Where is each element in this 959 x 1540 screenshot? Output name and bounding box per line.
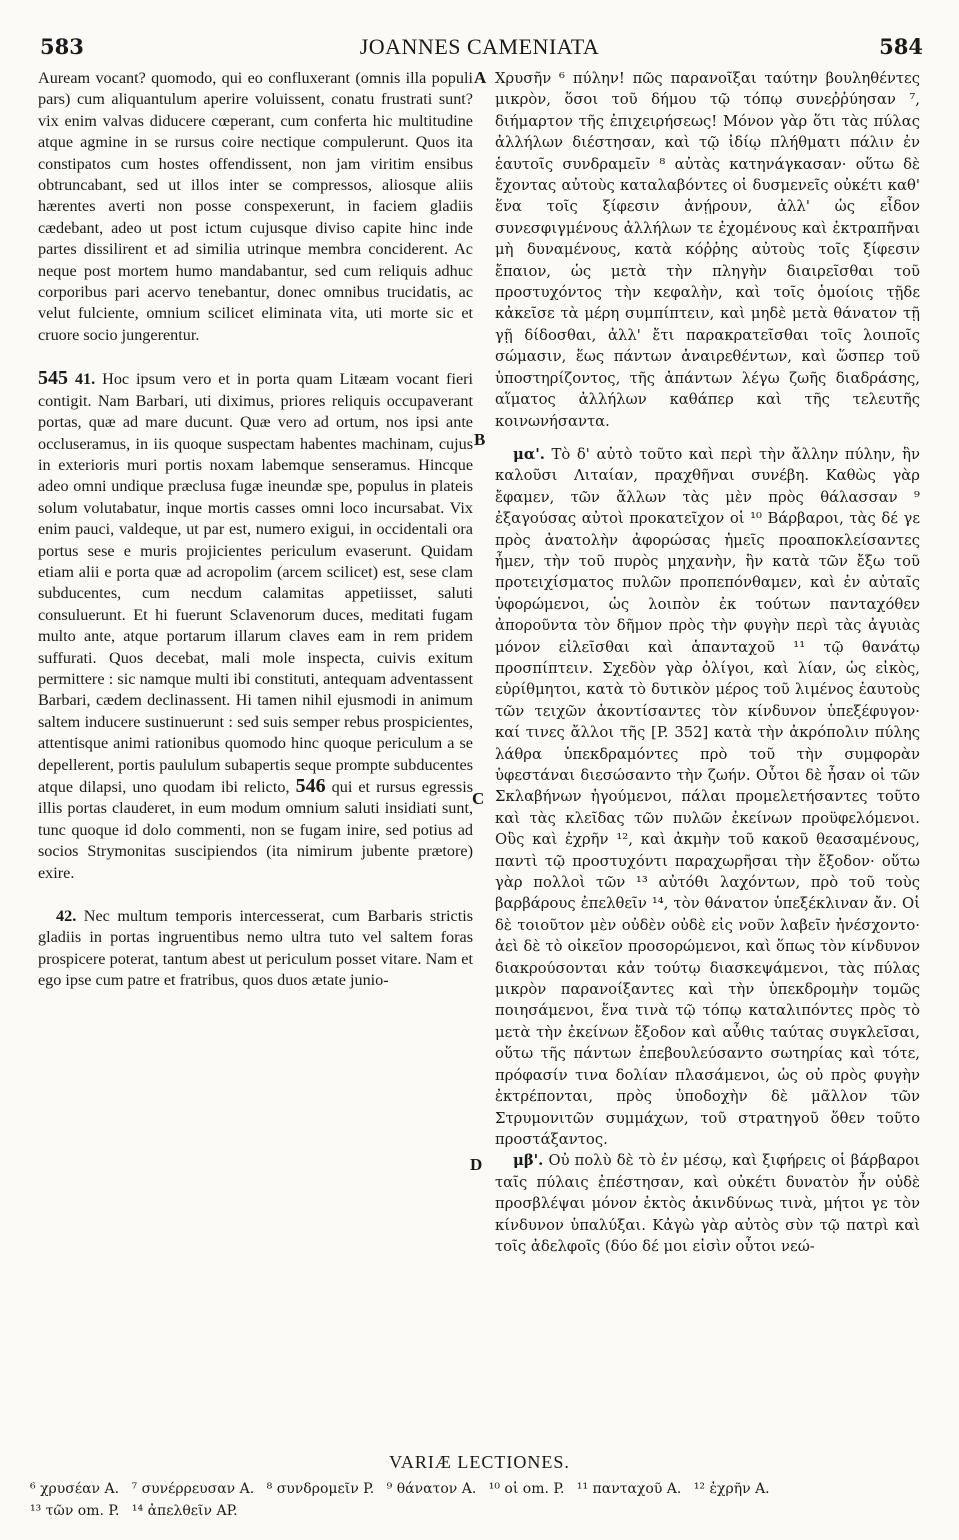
variae-lectiones-heading: VARIÆ LECTIONES. [389,1452,570,1472]
running-header [0,34,959,64]
latin-column [38,68,473,992]
footnote: ⁸ συνδρομεῖν P. [266,1481,375,1497]
latin-paragraph: Auream vocant? quomodo, qui eo confluxerant (omnis illa populi pars) cum aliquantulum aperire voluissent, conatu frustrati sunt? vix enim valvas diducere cœperant, cum conferta hic multitudine atque agmine in se rursus coire nectique compulerunt. Quos ita constipatos cum hostes offendissent, non jam viritim ensibus obtruncabant, sed ut illos inter se compressos, aliosque aliis hærentes averti non posse conspexerunt, in faciem gladiis cædebant, adeo ut post ictum cujusque diviso capite hinc inde partes dissilirent et ad similia utrinque membra conciderent. Ac neque post mortem humo mandabantur, sed cum reliquis adhuc corporibus pari acervo tenebantur, donec omnibus trucidatis, ac velut fulciente, omnium scilicet eliminata vita, uti morte sic et cruore socio jungerentur. [38,69,473,344]
chapter-number: μα'. [513,445,545,463]
footnote-line [30,1478,940,1500]
latin-paragraph: 545 41. Hoc ipsum vero et in porta quam Litæam vocant fieri contigit. Nam Barbari, uti diximus, priores reliquis occupaverant portas, quæ ad mare ducunt. Quæ vero ad ortum, nos ipsi ante occluseramus, in iis quoque suspectam habentes machinam, cujus in exterioris muri portis noxam labemque senseramus. Hincque adeo omni undique præclusa fugæ ineundæ spe, populus in plateis solum volutabatur, inque mortis casses omni loco incursabat. Vix enim pauci, valdeque, ut par est, numero exigui, in occidentali ora portus sese e muris projicientes periculum evaserunt. Quidam etiam alii e porta quæ ad acropolim (arcem scilicet) est, sese clam subducentes, cum necdum calamitas appetiisset, saluti consuluerunt. Et hi fuerunt Sclavenorum duces, meditati fugam multo ante, atque portarum illarum claves eam in rem pridem suffurati. Quos decebat, mali mole inspecta, cuivis exitum permittere : sic namque multi ibi constituti, antequam adventassent Barbari, cædem declinassent. Hi tamen nihil ejusmodi in animum saltem inducere sustinuerunt : sed suis semper rebus prospicientes, attentisque animi rationibus quomodo hinc quoque periculum a se depellerent, portis paululum subapertis seque prompte subducentes atque dilapsi, uno quodam ibi relicto, 546 qui et rursus egressis illis portas clauderet, in eum modum omnium saluti insidiati sunt, tunc quoque id dolo commenti, non se fugam inire, sed potius ad socios Strymonitas suscipiendos (ita nimirum jubente prætore) exire. [38,367,474,882]
column-number: 546 [295,775,326,797]
margin-letter-b: B [474,430,486,449]
footnote: ⁹ θάνατον A. [386,1481,477,1497]
footnote: ⁶ χρυσέαν A. [30,1481,120,1497]
footnote: ¹³ τῶν om. P. [30,1503,120,1519]
latin-paragraph: 42. Nec multum temporis intercesserat, cum Barbaris strictis gladiis in portas ingruentibus nemo ultra tuto vel saltem foras prospicere poterat, tantum abest ut periculum posset vitare. Nam et ego ipse cum patre et fratribus, quos duos ætate junio- [38,907,473,990]
footnote-line [30,1500,940,1522]
chapter-number: 41. [74,370,96,389]
running-title: JOANNES CAMENIATA [359,34,600,59]
variae-lectiones [30,1478,940,1522]
greek-paragraph: Χρυσῆν ⁶ πύλην! πῶς παρανοῖξαι ταύτην βουληθέντες μικρὸν, ὅσοι τοῦ δήμου τῷ τόπῳ συνεῤῥύησαν ⁷, διήμαρτον τῆς ἐπιχειρήσεως! Μόνον γὰρ ὅτι τὰς πύλας ἀλλήλων διέστησαν, καὶ τῷ ἰδίῳ πλήθματι πάλιν ἐν ἑαυτοῖς συνδραμεῖν ⁸ αὐτὰς κατηνάγκασαν· οὕτω δὲ ἔχοντας αὐτοὺς καταλαβόντες οἱ δυσμενεῖς οὐκέτι καθ' ἕνα τοῖς ξίφεσιν ἀνῄρουν, ἀλλ' ὡς εἶδον συνεσφιγμένους ἀλλήλων τε ἐχομένους καὶ ἐκτραπῆναι μὴ δυναμένους, κατὰ κόῤῥης αὐτοὺς τοῖς ξίφεσιν ἔπαιον, ὡς μετὰ τὴν πληγὴν διαιρεῖσθαι τοῦ προστυχόντος τὴν κεφαλὴν, καὶ τοῖς ὁμοίοις τῇδε κἀκεῖσε τὰ μέρη συμπίπτειν, καὶ μηδὲ μετὰ θάνατον τῇ γῇ δίδοσθαι, ἀλλ' ἔτι παρακρατεῖσθαι τοῖς λοιποῖς σώμασιν, ἕως πάντων ἀναιρεθέντων, καὶ ὥσπερ τοῦ ὑποστηρίζοντος, τῆς ἁπάντων λέγω ζωῆς διαδράσης, αἵματος ἀλλήλων καθάπερ καὶ τῆς τελευτῆς κοινωνήσαντα. [495,70,920,430]
footnote: ⁷ συνέρρευσαν A. [131,1481,255,1497]
margin-letter-d: D [470,1155,483,1174]
chapter-number: 42. [56,907,77,926]
footnote: ¹⁴ ἀπελθεῖν AP. [131,1503,238,1519]
footnote: ¹² ἐχρῆν A. [693,1481,770,1497]
greek-paragraph: μα'. Τὸ δ' αὐτὸ τοῦτο καὶ περὶ τὴν ἄλλην πύλην, ἣν καλοῦσι Λιταίαν, πραχθῆναι συνέβη. Καθὼς γὰρ ἔφαμεν, τῶν ἄλλων τὰς μὲν πρὸς θάλασσαν ⁹ ἐξαγούσας αὐτοὶ προκατεῖχον οἱ ¹⁰ Βάρβαροι, τὰς δέ γε πρὸς ἀνατολὴν ἀφορώσας ἡμεῖς προαποκλείσαντες ἦμεν, τὴν τοῦ πυρὸς μηχανὴν, ἣν κατὰ τῶν ἔξω τοῦ προτειχίσματος πυλῶν προπεπόνθαμεν, καὶ ἐν αὐταῖς ὑφορώμενοι, ὡς λοιπὸν ἐκ τούτων πανταχόθεν ἀποροῦντα τὸν δῆμον πρὸς τὴν φυγὴν περὶ τὰς ἀγυιὰς μόνον εἰλεῖσθαι καὶ ἁπανταχοῦ ¹¹ τῷ θανάτῳ προσπίπτειν. Σχεδὸν γὰρ ὀλίγοι, καὶ λίαν, ὡς εἰκὸς, εὐρίθμητοι, κατὰ τὸ δυτικὸν μέρος τοῦ λιμένος ἑαυτοὺς τῶν τειχῶν ἀκοντίσαντες τὸν κίνδυνον ὑπεξέφυγον· καί τινες ἄλλοι τῆς [P. 352] κατὰ τὴν ἀκρόπολιν πύλης λάθρα ὑπεκδραμόντες πρὸ τοῦ τὴν συμφορὰν ὑφεστάναι διεσώσαντο τὴν ζωήν. Οὗτοι δὲ ἦσαν οἱ τῶν Σκλαβήνων ἡγούμενοι, πάλαι προμελετήσαντες τοῦτο καὶ τὰς κλεῖδας τῶν πυλῶν ἐκείνων προϋφελόμενοι. Οὓς καὶ ἐχρῆν ¹², καὶ ἀκμὴν τοῦ κακοῦ θεασαμένους, παντὶ τῷ προστυχόντι παραχωρῆσαι τὴν ἔξοδον· οὕτω γὰρ πολλοὶ τῶν ¹³ αὐτόθι λαχόντων, πρὸ τοῦ τοὺς βαρβάρους ἐπελθεῖν ¹⁴, τὸν θάνατον ὑπεξέκλιναν ἄν. Οἱ δὲ τοιοῦτον μὲν οὐδὲν οὐδὲ εἰς νοῦν λαβεῖν ἠνέσχοντο· ἀεὶ δὲ τὸ οἰκεῖον προσορώμενοι, καὶ ὅπως τὸν κίνδυνον διακρούσονται κἀν τούτῳ διασκεψάμενοι, τὰς πύλας μικρὸν παρανοίξαντες καὶ τὴν ὑπεκδρομὴν τομῶς ποιησάμενοι, ἕνα τινὰ τῷ τόπῳ καταλιπόντες πρὸς τὸ μετὰ τὴν ἐκείνων ἔξοδον καὶ αὖθις ταύτας συγκλεῖσαι, οὕτω τῆς πάντων ἐπεβουλεύσαντο σωτηρίας καὶ τότε, πρόφασίν τινα δολίαν πλασάμενοι, ὡς οὐ πρὸς φυγὴν ἐκτρέπονται, πρὸς ὑποδοχὴν δὲ μᾶλλον τῶν Στρυμονιτῶν συμμάχων, τοῦ στρατηγοῦ ὅθεν τοῦτο προστάξαντος. [495,445,920,1148]
page-number-left: 583 [40,34,84,59]
page-number-right: 584 [879,34,923,59]
greek-column [495,68,920,1257]
margin-letter-a: A [474,68,487,87]
greek-paragraph: μβ'. Οὐ πολὺ δὲ τὸ ἐν μέσῳ, καὶ ξιφήρεις οἱ βάρβαροι ταῖς πύλαις ἐπέστησαν, καὶ οὐκέτι δυνατὸν ἦν οὐδὲ προσβλέψαι μόνον ἐκτὸς ἀκινδύνως τινὰ, μήτοι γε τὸν κίνδυνον ὑπαλύξαι. Κἀγὼ γὰρ αὐτὸς σὺν τῷ πατρὶ καὶ τοῖς ἀδελφοῖς (δύο δέ μοι εἰσὶν οὗτοι νεώ- [495,1152,920,1255]
margin-letter-c: C [472,789,485,808]
footnote: ¹⁰ οἱ om. P. [488,1481,565,1497]
chapter-number: μβ'. [513,1152,544,1170]
column-number: 545 [38,367,68,390]
footnote: ¹¹ πανταχοῦ A. [576,1481,682,1497]
